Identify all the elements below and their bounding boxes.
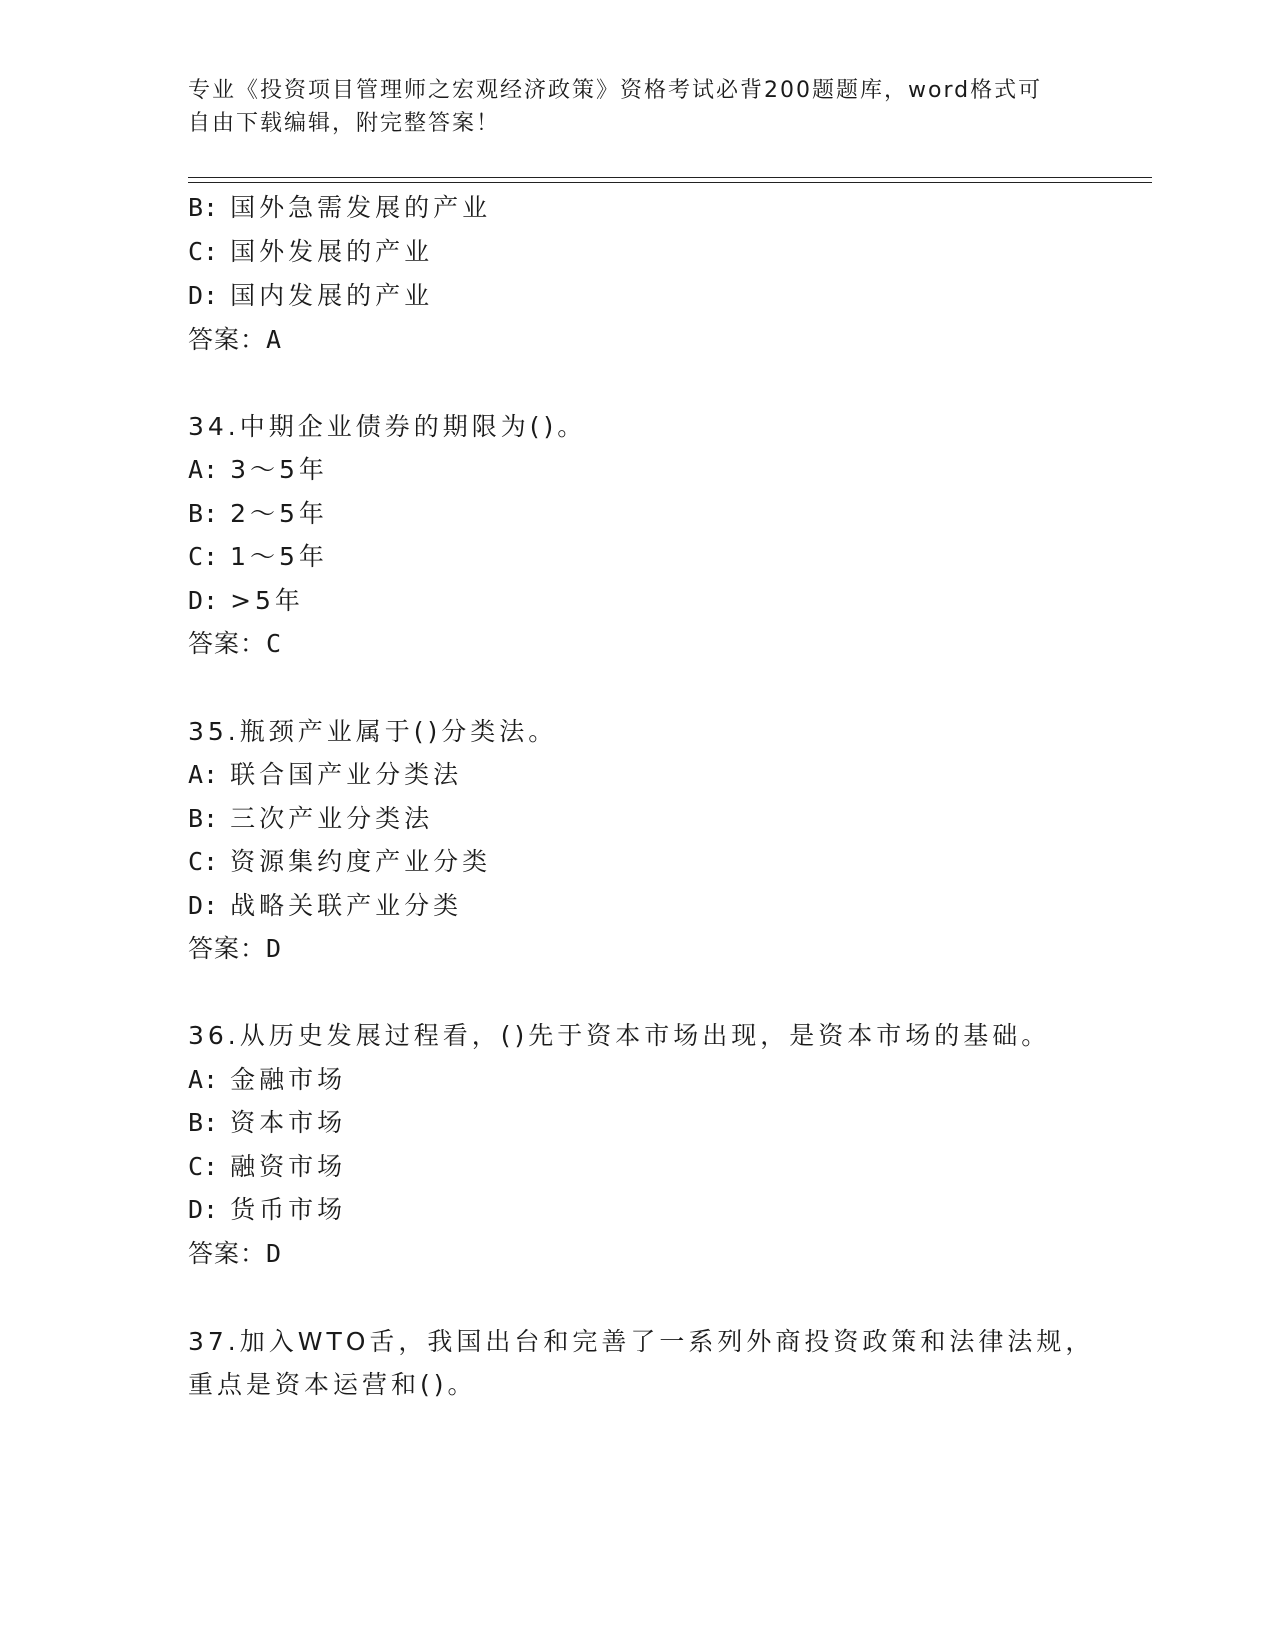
answer-row [188,929,282,965]
header-line-1: 专业《投资项目管理师之宏观经济政策》资格考试必背200题题库，word格式可 [188,78,1043,103]
option-text: 联合国产业分类法 [230,760,463,789]
answer-label: 答案： [188,325,267,354]
option-label: A: [188,1065,219,1094]
option-label: B: [188,193,219,222]
question-stem-continued [188,1365,477,1401]
question-stem [188,1322,1094,1358]
option-text: 金融市场 [230,1065,347,1094]
question-stem [188,407,586,443]
option-row [188,450,328,486]
option-label: D: [188,586,219,615]
option-row [188,755,462,791]
answer-label: 答案： [188,934,267,963]
option-label: A: [188,455,219,484]
answer-value: C [266,629,283,658]
option-text: 2～5年 [230,499,328,528]
question-stem [188,1016,1050,1052]
option-row [188,842,491,878]
header-rule-bottom [188,182,1152,183]
answer-row [188,624,282,660]
answer-value: D [266,934,283,963]
question-stem-text: 37.加入WTO舌，我国出台和完善了一系列外商投资政策和法律法规， [188,1327,1095,1356]
option-label: A: [188,760,219,789]
option-row [188,1147,346,1183]
answer-row [188,1234,282,1270]
answer-row [188,320,282,356]
option-text: 资源集约度产业分类 [230,847,492,876]
answer-label: 答案： [188,1239,267,1268]
option-text: 国内发展的产业 [230,281,434,310]
option-label: D: [188,1195,219,1224]
option-row [188,799,433,835]
question-stem-text: 34.中期企业债券的期限为()。 [188,412,587,441]
option-label: B: [188,804,219,833]
header-rule-top [188,177,1152,178]
option-row [188,537,328,573]
option-label: C: [188,1152,219,1181]
option-label: C: [188,237,219,266]
option-text: 1～5年 [230,542,328,571]
option-text: 资本市场 [230,1108,347,1137]
option-label: C: [188,847,219,876]
option-label: D: [188,891,219,920]
option-row [188,232,433,268]
option-row [188,1103,346,1139]
option-row [188,886,462,922]
question-stem-text: 重点是资本运营和()。 [188,1370,477,1399]
option-text: 三次产业分类法 [230,804,434,833]
option-label: C: [188,542,219,571]
option-row [188,276,433,312]
option-text: 货币市场 [230,1195,347,1224]
option-row [188,1190,346,1226]
answer-label: 答案： [188,629,267,658]
option-text: 国外发展的产业 [230,237,434,266]
option-text: 3～5年 [230,455,328,484]
header-line-2: 自由下载编辑，附完整答案！ [188,111,501,136]
answer-value: A [266,325,283,354]
option-label: B: [188,1108,219,1137]
option-text: 国外急需发展的产业 [230,193,492,222]
option-text: 融资市场 [230,1152,347,1181]
option-row [188,581,304,617]
question-stem-text: 35.瓶颈产业属于()分类法。 [188,717,558,746]
option-text: 战略关联产业分类 [230,891,463,920]
option-row [188,494,328,530]
document-header [188,74,1088,140]
answer-value: D [266,1239,283,1268]
option-row [188,1060,346,1096]
question-stem [188,712,557,748]
option-label: B: [188,499,219,528]
question-stem-text: 36.从历史发展过程看，()先于资本市场出现，是资本市场的基础。 [188,1021,1051,1050]
option-text: >5年 [230,586,304,615]
option-row [188,188,491,224]
option-label: D: [188,281,219,310]
